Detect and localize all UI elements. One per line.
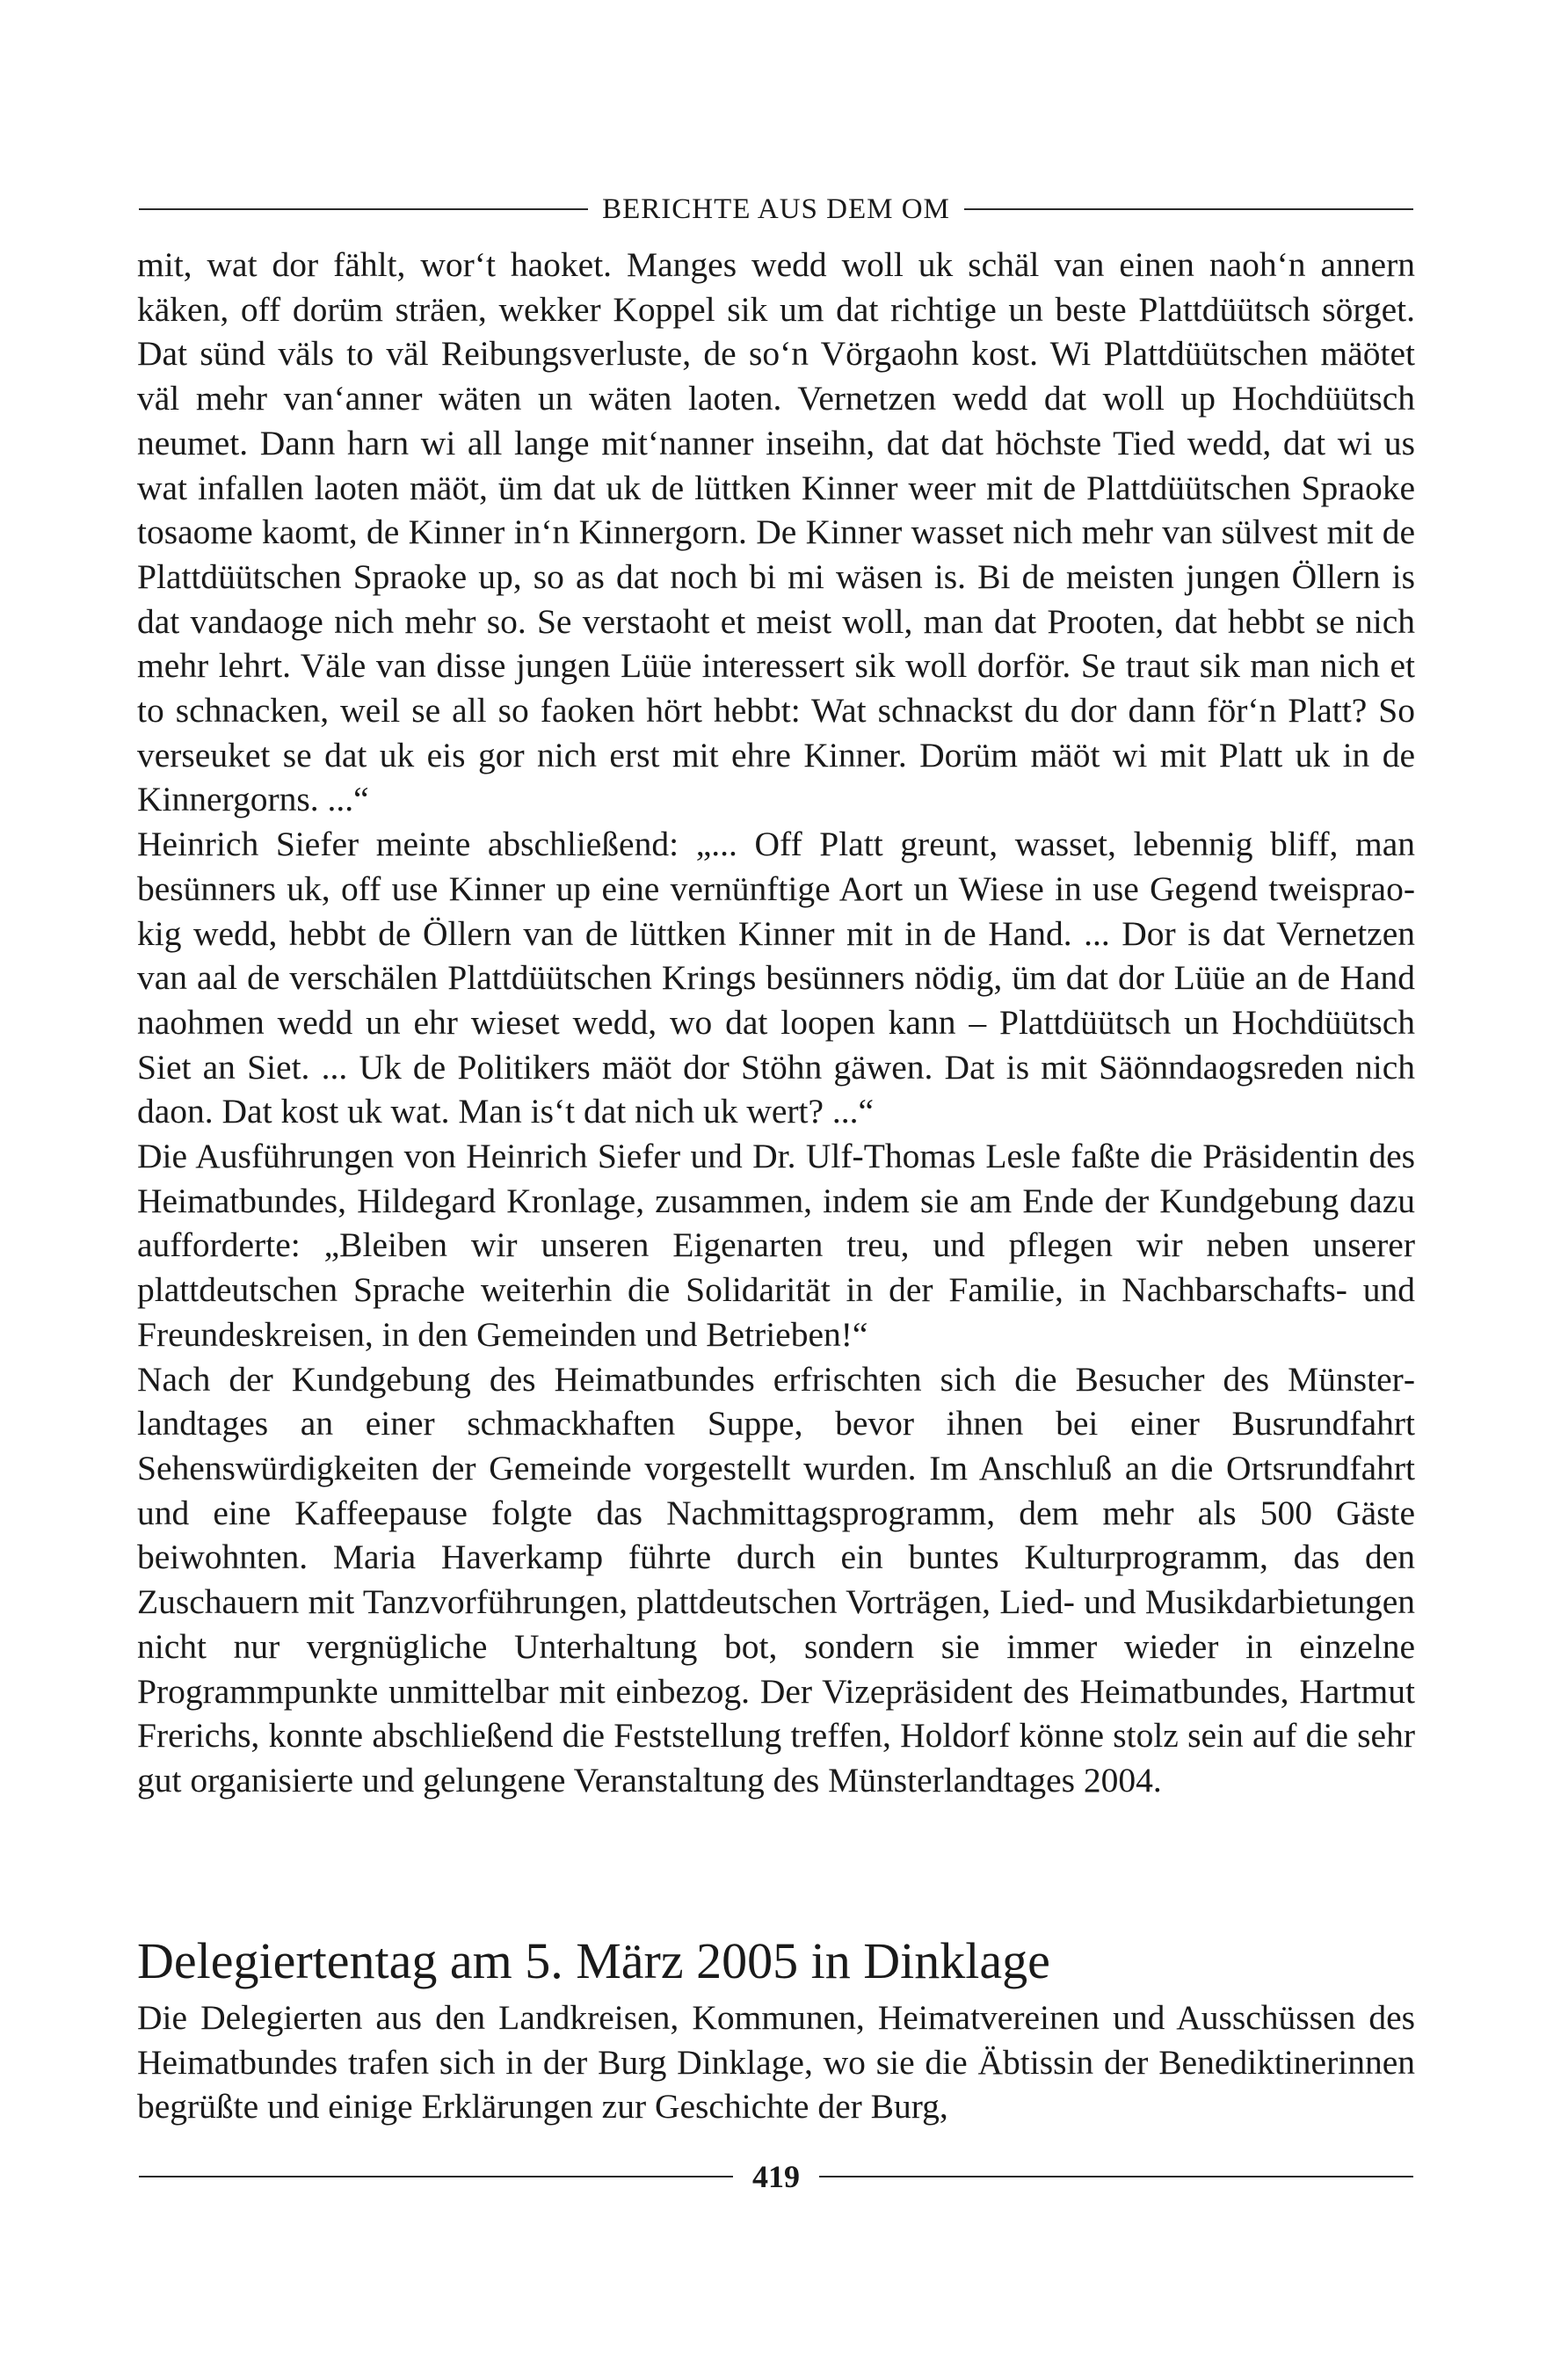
page-footer [139, 2157, 1413, 2196]
footer-rule-left [139, 2176, 733, 2177]
page-header [139, 192, 1413, 227]
section-body [137, 1996, 1415, 2129]
paragraph: Heinrich Siefer meinte abschließend: „... Off Platt greunt, wasset, lebennig bliff, man besünners uk, off use Kinner up eine vernünftige Aort un Wiese in use Gegend tweispraokig wedd, hebbt de Öllern van de lüttken Kinner mit in de Hand. ... Dor is dat Vernetzen van aal de verschälen Plattdüütschen Krings besünners nödig, üm dat dor Lüüe an de Hand naohmen wedd un ehr wieset wedd, wo dat loopen kann – Plattdüütsch un Hochdüütsch Siet an Siet. ... Uk de Politikers mäöt dor Stöhn gäwen. Dat is mit Säönndaogsreden nich daon. Dat kost uk wat. Man is‘t dat nich uk wert? ...“ [137, 825, 1415, 1131]
paragraph: Nach der Kundgebung des Heimatbundes erfrischten sich die Besucher des Münsterlandtages an einer schmackhaften Suppe, bevor ihnen bei einer Busrundfahrt Sehenswürdigkeiten der Gemeinde vorgestellt wurden. Im Anschluß an die Ortsrundfahrt und eine Kaffeepause folgte das Nachmittagsprogramm, dem mehr als 500 Gäste beiwohnten. Maria Haverkamp führte durch ein buntes Kulturprogramm, das den Zuschauern mit Tanzvorführungen, plattdeutschen Vorträgen, Lied- und Musikdarbietungen nicht nur vergnügliche Unterhaltung bot, sondern sie immer wieder in einzelne Programmpunkte unmittelbar mit einbezog. Der Vizepräsident des Heimatbundes, Hartmut Frerichs, konnte abschließend die Feststellung treffen, Holdorf könne stolz sein auf die sehr gut organisierte und gelungene Veranstaltung des Münsterlandtages 2004. [137, 1359, 1415, 1799]
running-head: BERICHTE AUS DEM OM [602, 193, 950, 225]
paragraph: Die Delegierten aus den Landkreisen, Kommunen, Heimatvereinen und Ausschüssen des Heimatbundes trafen sich in der Burg Dinklage, wo sie die Äbtissin der Benediktinerinnen begrüßte und einige Erklärungen zur Geschichte der Burg, [137, 1998, 1415, 2126]
header-rule-left [139, 208, 588, 210]
body-text [137, 243, 1415, 1803]
paragraph: Die Ausführungen von Heinrich Siefer und Dr. Ulf-Thomas Lesle faßte die Präsidentin des Heimatbundes, Hildegard Kronlage, zusammen, indem sie am Ende der Kundgebung dazu aufforderte: „Bleiben wir unseren Eigenarten treu, und pflegen wir neben unserer plattdeutschen Sprache weiterhin die Solidarität in der Familie, in Nachbarschafts- und Freundeskreisen, in den Gemeinden und Betrieben!“ [137, 1137, 1415, 1354]
paragraph: mit, wat dor fählt, wor‘t haoket. Manges wedd woll uk schäl van einen naoh‘n annern käken, off dorüm sträen, wekker Koppel sik um dat richtige un beste Plattdüütsch sörget. Dat sünd väls to väl Reibungsverluste, de so‘n Vörgaohn kost. Wi Plattdüütschen mäötet väl mehr van‘anner wäten un wäten laoten. Vernetzen wedd dat woll up Hochdüütsch neumet. Dann harn wi all lange mit‘nanner inseihn, dat dat höchste Tied wedd, dat wi us wat infallen laoten mäöt, üm dat uk de lüttken Kinner weer mit de Plattdüütschen Spraoke tosaome kaomt, de Kinner in‘n Kinnergorn. De Kinner wasset nich mehr van sülvest mit de Plattdüütschen Spraoke up, so as dat noch bi mi wäsen is. Bi de meisten jungen Öllern is dat vandaoge nich mehr so. Se verstaoht et meist woll, man dat Prooten, dat hebbt se nich mehr lehrt. Väle van disse jungen Lüüe interessert sik woll dorför. Se traut sik man nich et to schnacken, weil se all so faoken hört hebbt: Wat schnackst du dor dann för‘n Platt? So verseuket se dat uk eis gor nich erst mit ehre Kinner. Dorüm mäöt wi mit Platt uk in de Kinnergorns. ...“ [137, 245, 1415, 819]
footer-rule-right [819, 2176, 1413, 2177]
section-heading: Delegiertentag am 5. März 2005 in Dinklage [137, 1932, 1050, 1989]
page-number: 419 [752, 2159, 800, 2194]
header-rule-right [964, 208, 1413, 210]
